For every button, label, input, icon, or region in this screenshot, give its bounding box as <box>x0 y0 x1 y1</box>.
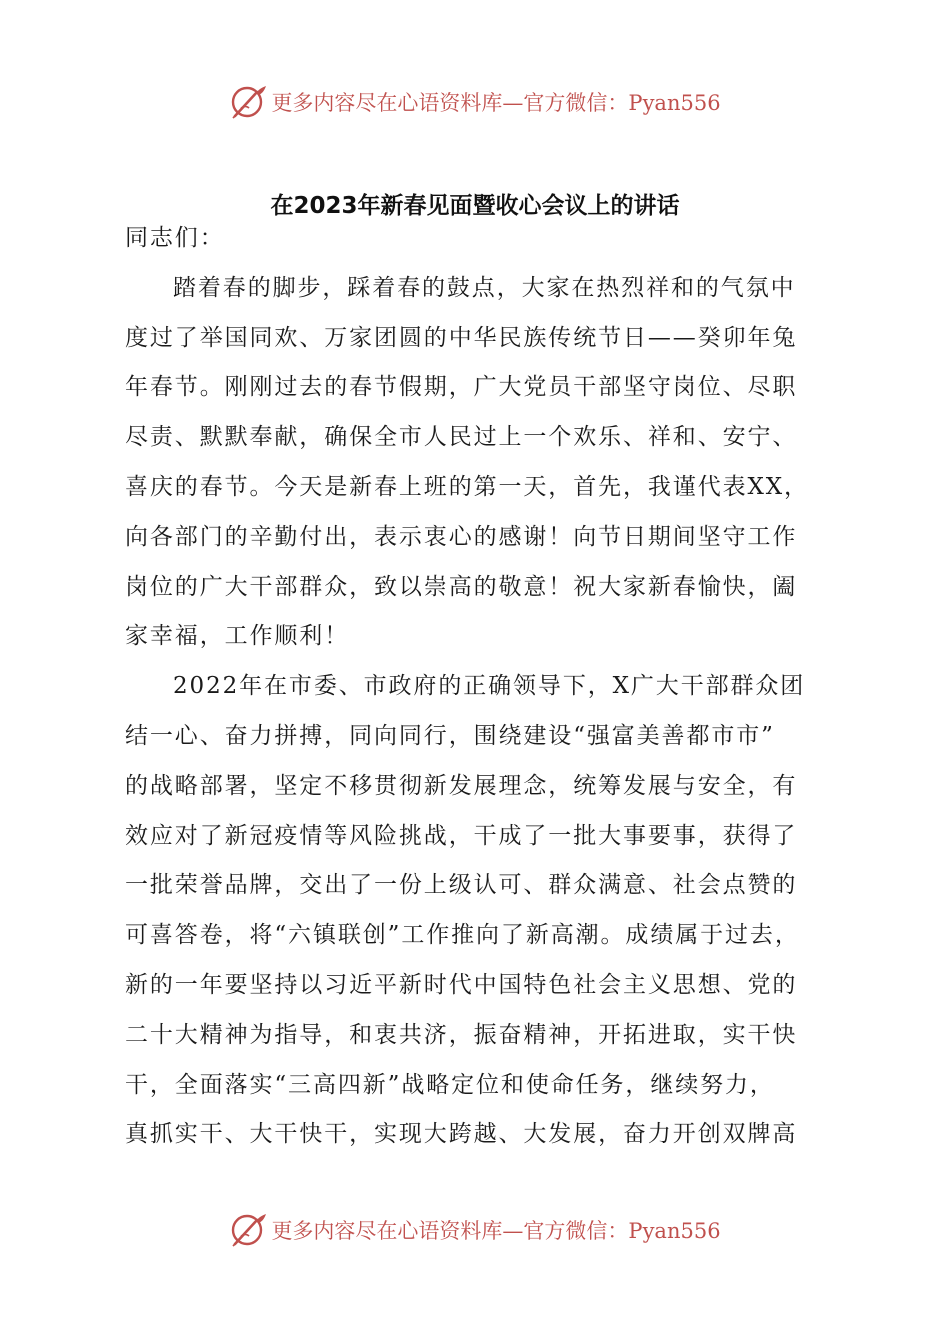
header-banner-text: 更多内容尽在心语资料库—官方微信：Pyan556 <box>271 91 721 115</box>
body-line: 岗位的广大干部群众，致以崇高的敬意！祝大家新春愉快，阖 <box>125 573 798 600</box>
body-line: 尽责、默默奉献，确保全市人民过上一个欢乐、祥和、安宁、 <box>125 424 798 451</box>
quill-pen-logo-icon <box>229 1210 269 1250</box>
header-banner <box>0 80 950 124</box>
body-line: 新的一年要坚持以习近平新时代中国特色社会主义思想、党的 <box>125 971 798 998</box>
body-line: 2022年在市委、市政府的正确领导下，X广大干部群众团 <box>173 673 806 700</box>
body-line: 家幸福，工作顺利！ <box>125 623 350 650</box>
footer-banner-text: 更多内容尽在心语资料库—官方微信：Pyan556 <box>271 1219 721 1243</box>
body-line: 年春节。刚刚过去的春节假期，广大党员干部坚守岗位、尽职 <box>125 374 798 401</box>
body-line: 度过了举国同欢、万家团圆的中华民族传统节日——癸卯年兔 <box>125 324 798 351</box>
body-line: 真抓实干、大干快干，实现大跨越、大发展，奋力开创双牌高 <box>125 1121 798 1148</box>
body-line: 的战略部署，坚定不移贯彻新发展理念，统筹发展与安全，有 <box>125 772 798 799</box>
body-line: 二十大精神为指导，和衷共济，振奋精神，开拓进取，实干快 <box>125 1021 798 1048</box>
salutation: 同志们： <box>125 225 225 251</box>
body-line: 喜庆的春节。今天是新春上班的第一天，首先，我谨代表XX， <box>125 473 809 500</box>
body-line: 可喜答卷，将“六镇联创”工作推向了新高潮。成绩属于过去， <box>125 922 800 949</box>
footer-banner <box>0 1208 950 1252</box>
body-line: 干，全面落实“三高四新”战略定位和使命任务，继续努力， <box>125 1071 775 1098</box>
body-line: 效应对了新冠疫情等风险挑战，干成了一批大事要事，获得了 <box>125 822 798 849</box>
body-line: 一批荣誉品牌，交出了一份上级认可、群众满意、社会点赞的 <box>125 872 798 899</box>
body-line: 踏着春的脚步，踩着春的鼓点，大家在热烈祥和的气氛中 <box>173 274 796 301</box>
document-body <box>125 214 830 1160</box>
quill-pen-logo-icon <box>229 82 269 122</box>
body-line: 结一心、奋力拼搏，同向同行，围绕建设“强富美善都市市” <box>125 722 775 749</box>
body-line: 向各部门的辛勤付出，表示衷心的感谢！向节日期间坚守工作 <box>125 523 798 550</box>
document-title: 在2023年新春见面暨收心会议上的讲话 <box>270 193 680 219</box>
